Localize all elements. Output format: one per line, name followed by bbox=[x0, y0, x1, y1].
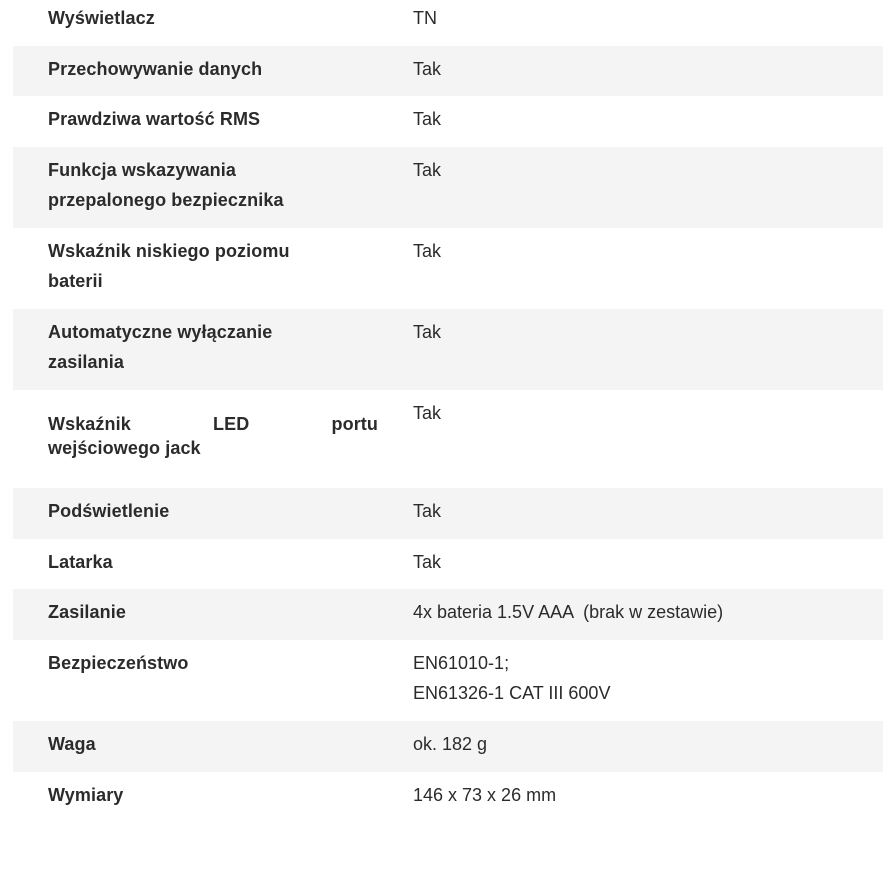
spec-value: ok. 182 g bbox=[413, 734, 488, 754]
spec-label bbox=[13, 317, 378, 380]
spec-label-line: Funkcja wskazywania bbox=[48, 160, 236, 180]
spec-label-word: LED bbox=[213, 414, 250, 434]
table-row bbox=[13, 640, 883, 721]
table-row bbox=[13, 589, 883, 640]
spec-label bbox=[13, 236, 378, 299]
table-row bbox=[13, 488, 883, 539]
spec-value: Tak bbox=[413, 501, 442, 521]
spec-value: Tak bbox=[413, 241, 442, 261]
table-row bbox=[13, 0, 883, 46]
spec-label: Wymiary bbox=[48, 785, 124, 805]
spec-label-word: portu bbox=[331, 414, 378, 434]
spec-value: Tak bbox=[413, 59, 442, 79]
spec-label-line: przepalonego bezpiecznika bbox=[48, 190, 284, 210]
spec-label: Podświetlenie bbox=[48, 501, 170, 521]
spec-value: Tak bbox=[413, 403, 442, 423]
table-row bbox=[13, 309, 883, 390]
table-row bbox=[13, 228, 883, 309]
spec-label: Prawdziwa wartość RMS bbox=[48, 109, 261, 129]
spec-label-line bbox=[48, 412, 378, 436]
spec-label: Bezpieczeństwo bbox=[48, 653, 189, 673]
table-row bbox=[13, 96, 883, 147]
table-row bbox=[13, 147, 883, 228]
spec-value: TN bbox=[413, 8, 437, 28]
spec-value: Tak bbox=[413, 322, 442, 342]
table-row bbox=[13, 539, 883, 589]
spec-label bbox=[13, 398, 378, 478]
spec-value: 146 x 73 x 26 mm bbox=[413, 785, 557, 805]
spec-value: Tak bbox=[413, 160, 442, 180]
spec-value-line: EN61326-1 CAT III 600V bbox=[413, 683, 611, 703]
spec-label: Latarka bbox=[48, 552, 113, 572]
spec-value: 4x bateria 1.5V AAA (brak w zestawie) bbox=[413, 602, 724, 622]
spec-label-line: baterii bbox=[48, 271, 103, 291]
spec-label-line: zasilania bbox=[48, 352, 124, 372]
spec-label-line: wejściowego jack bbox=[48, 438, 201, 458]
spec-value: Tak bbox=[413, 109, 442, 129]
spec-label-line: Wskaźnik niskiego poziomu bbox=[48, 241, 290, 261]
spec-label: Wyświetlacz bbox=[48, 8, 155, 28]
table-row bbox=[13, 721, 883, 772]
spec-table bbox=[13, 0, 883, 823]
table-row bbox=[13, 772, 883, 823]
spec-value: Tak bbox=[413, 552, 442, 572]
spec-label bbox=[13, 155, 378, 218]
spec-label: Waga bbox=[48, 734, 96, 754]
spec-label-line: Automatyczne wyłączanie bbox=[48, 322, 273, 342]
spec-label-word: Wskaźnik bbox=[48, 414, 131, 434]
table-row bbox=[13, 46, 883, 96]
table-row bbox=[13, 390, 883, 488]
spec-label: Zasilanie bbox=[48, 602, 126, 622]
spec-value bbox=[413, 648, 883, 711]
spec-label: Przechowywanie danych bbox=[48, 59, 263, 79]
spec-value-line: EN61010-1; bbox=[413, 653, 510, 673]
